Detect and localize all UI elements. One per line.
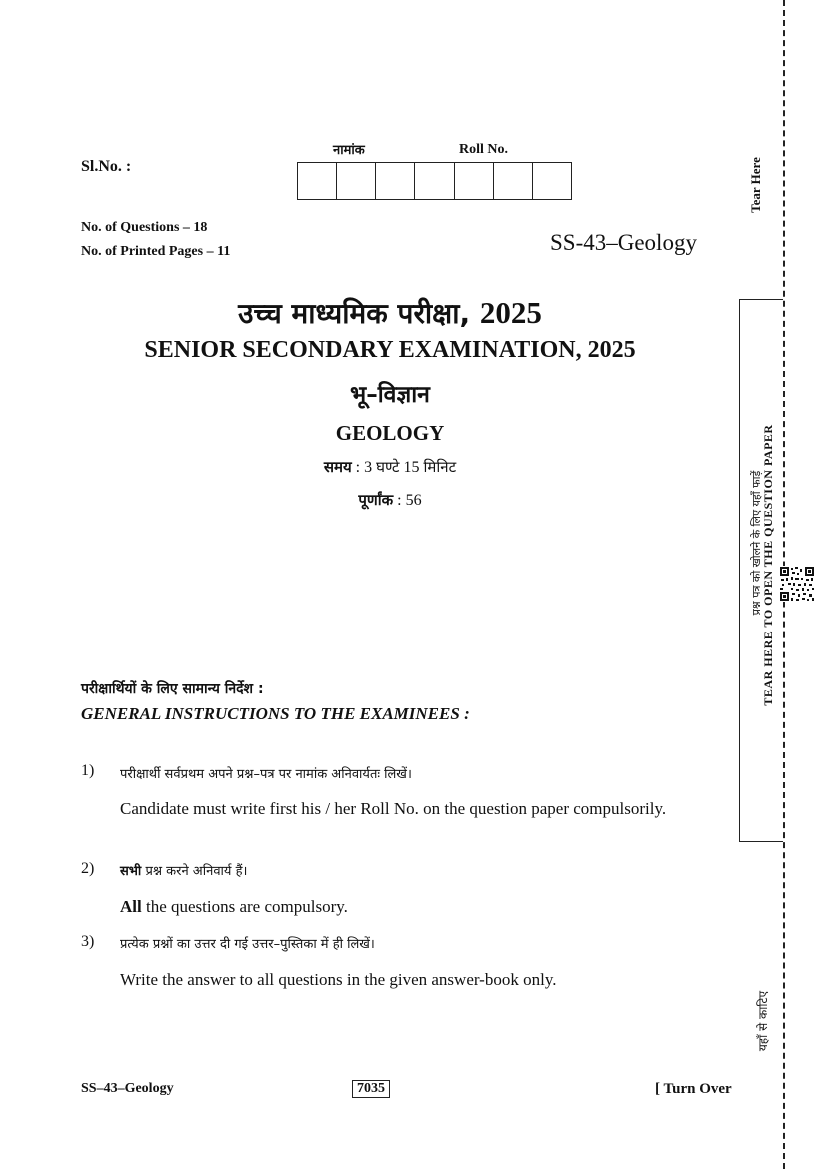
roll-digit-box[interactable] <box>415 163 454 199</box>
roll-digit-box[interactable] <box>298 163 337 199</box>
instruction-2-hindi <box>120 861 247 879</box>
instruction-number: 1) <box>81 762 95 779</box>
tear-instruction-hindi: प्रश्न पत्र को खोलने के लिए यहाँ फाड़ें <box>750 470 763 616</box>
tear-instruction-english: TEAR HERE TO OPEN THE QUESTION PAPER <box>761 424 775 706</box>
instructions-heading-english: GENERAL INSTRUCTIONS TO THE EXAMINEES : <box>81 704 470 723</box>
roll-number-boxes[interactable] <box>297 162 572 200</box>
footer-paper-code: SS–43–Geology <box>81 1081 174 1096</box>
instruction-3-hindi: प्रत्येक प्रश्नों का उत्तर दी गई उत्तर–पुस्तिका में ही लिखें। <box>120 937 375 952</box>
marks-label: पूर्णांक <box>358 491 394 509</box>
roll-label-english: Roll No. <box>459 142 508 157</box>
instruction-2-english-text: the questions are compulsory. <box>145 897 348 916</box>
instruction-1-hindi: परीक्षार्थी सर्वप्रथम अपने प्रश्न–पत्र पर नामांक अनिवार्यतः लिखें। <box>120 767 412 782</box>
roll-label-hindi: नामांक <box>333 143 365 158</box>
roll-digit-box[interactable] <box>533 163 571 199</box>
roll-digit-box[interactable] <box>494 163 533 199</box>
instruction-1-english: Candidate must write first his / her Roll No. on the question paper compulsorily. <box>120 799 667 818</box>
number-of-questions: No. of Questions – 18 <box>81 220 208 235</box>
roll-digit-box[interactable] <box>455 163 494 199</box>
time-hours-unit: घण्टे <box>376 458 400 476</box>
subject-hindi: भू–विज्ञान <box>350 382 430 408</box>
time-minutes-unit: मिनिट <box>423 458 457 476</box>
paper-code: SS-43–Geology <box>550 230 697 255</box>
time-hours: 3 <box>364 459 373 476</box>
number-of-pages: No. of Printed Pages – 11 <box>81 244 231 259</box>
exam-title-hindi-text: उच्च माध्यमिक परीक्षा, <box>238 297 471 330</box>
instructions-heading-hindi: परीक्षार्थियों के लिए सामान्य निर्देश : <box>81 681 264 697</box>
time-label: समय <box>323 458 352 476</box>
instruction-2-hindi-text: प्रश्न करने अनिवार्य हैं। <box>145 864 248 879</box>
exam-year: 2025 <box>479 295 542 330</box>
instruction-number: 2) <box>81 860 95 877</box>
instruction-number: 3) <box>81 933 95 950</box>
tear-here-label: Tear Here <box>748 157 763 213</box>
instruction-2-english-bold: All <box>120 897 142 916</box>
full-marks: पूर्णांक : 56 <box>358 491 422 509</box>
roll-digit-box[interactable] <box>337 163 376 199</box>
cut-here-hindi: यहाँ से काटिए <box>756 990 770 1052</box>
footer-page-code: 7035 <box>352 1080 390 1098</box>
roll-digit-box[interactable] <box>376 163 415 199</box>
instruction-2-english <box>120 896 706 918</box>
subject-english: GEOLOGY <box>335 421 445 445</box>
serial-number-label: Sl.No. : <box>81 158 132 175</box>
time-allowed: समय : 3 घण्टे 15 मिनिट <box>323 458 457 476</box>
qr-code-icon <box>779 566 815 602</box>
instruction-3-english: Write the answer to all questions in the given answer-book only. <box>120 970 557 989</box>
exam-title-hindi <box>40 294 740 332</box>
marks-value: 56 <box>405 492 422 509</box>
exam-title-english: SENIOR SECONDARY EXAMINATION, 2025 <box>144 337 636 363</box>
turn-over-label: [ Turn Over <box>655 1081 732 1097</box>
instruction-2-hindi-bold: सभी <box>120 864 142 879</box>
time-minutes: 15 <box>403 459 420 476</box>
